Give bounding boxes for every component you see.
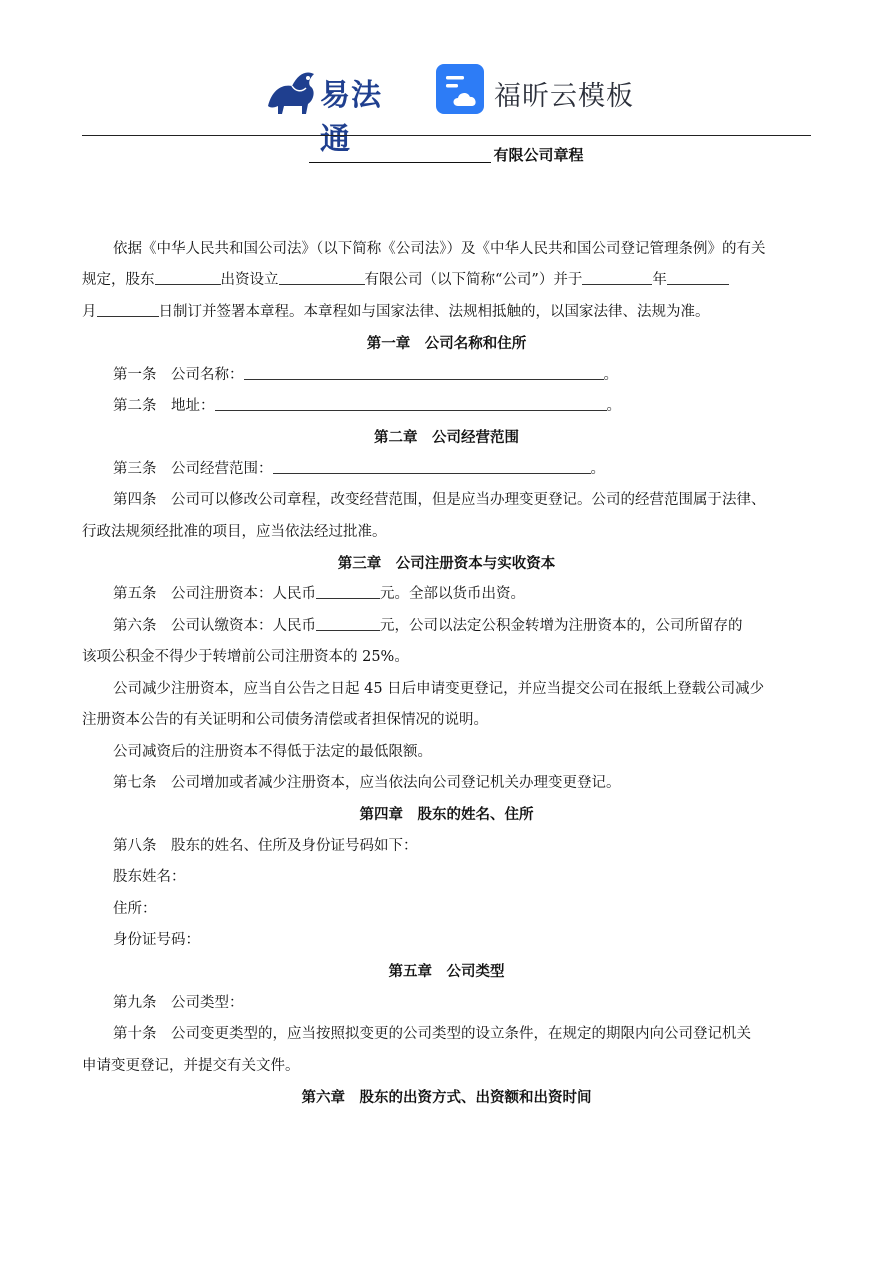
blank[interactable] xyxy=(97,302,159,317)
chapter-1-heading: 第一章 公司名称和住所 xyxy=(366,335,527,353)
header-divider xyxy=(82,135,811,136)
article-6-line-2: 该项公积金不得少于转增前公司注册资本的 25%。 xyxy=(82,649,409,666)
article-1: 第一条 公司名称： 。 xyxy=(113,366,618,383)
chapter-4-heading: 第四章 股东的姓名、住所 xyxy=(359,806,534,824)
fuxin-template-logo xyxy=(436,64,636,120)
chapter-3-heading: 第三章 公司注册资本与实收资本 xyxy=(337,555,556,573)
id-number-field: 身份证号码： xyxy=(113,931,200,948)
chapter-5-heading: 第五章 公司类型 xyxy=(388,963,505,981)
article-10-line-2: 申请变更登记，并提交有关文件。 xyxy=(82,1057,300,1074)
chapter-6-heading: 第六章 股东的出资方式、出资额和出资时间 xyxy=(301,1088,592,1106)
article-10-line-1: 第十条 公司变更类型的，应当按照拟变更的公司类型的设立条件，在规定的期限内向公司登记机关 xyxy=(113,1026,751,1043)
intro-line-1: 依据《中华人民共和国公司法》（以下简称《公司法》）及《中华人民共和国公司登记管理条例》的有关 xyxy=(113,241,766,257)
reduce-capital-line-1: 公司减少注册资本，应当自公告之日起 45 日后申请变更登记，并应当提交公司在报纸上登载公司减少 xyxy=(113,680,765,697)
article-3: 第三条 公司经营范围： 。 xyxy=(113,460,605,477)
blank[interactable] xyxy=(316,584,380,599)
article-5: 第五条 公司注册资本：人民币 元。全部以货币出资。 xyxy=(113,586,525,603)
reduce-capital-line-3: 公司减资后的注册资本不得低于法定的最低限额。 xyxy=(113,743,432,760)
blank[interactable] xyxy=(155,270,221,285)
article-2: 第二条 地址： 。 xyxy=(113,398,621,415)
cloud-doc-icon xyxy=(436,64,486,116)
intro-line-2: 规定，股东 出资设立 有限公司（以下简称“公司”）并于 年 xyxy=(82,265,811,296)
blank[interactable] xyxy=(667,270,729,285)
article-8: 第八条 股东的姓名、住所及身份证号码如下： xyxy=(113,837,418,854)
logo1-text: 易法通 xyxy=(320,78,382,157)
blank[interactable] xyxy=(582,270,652,285)
document-body xyxy=(82,140,811,1113)
logo2-text: 福昕云模板 xyxy=(494,81,634,112)
reduce-capital-line-2: 注册资本公告的有关证明和公司债务清偿或者担保情况的说明。 xyxy=(82,712,488,729)
qilin-icon xyxy=(262,60,322,120)
blank[interactable] xyxy=(244,365,604,380)
article-6-line-1: 第六条 公司认缴资本：人民币 元，公司以法定公积金转增为注册资本的，公司所留存的 xyxy=(113,617,743,634)
article-9: 第九条 公司类型： xyxy=(113,994,244,1011)
blank[interactable] xyxy=(316,616,380,631)
blank[interactable] xyxy=(279,270,365,285)
blank[interactable] xyxy=(215,396,607,411)
blank[interactable] xyxy=(273,459,591,474)
chapter-2-heading: 第二章 公司经营范围 xyxy=(374,429,519,447)
document-title: 有限公司章程 xyxy=(82,140,811,170)
residence-field: 住所： xyxy=(113,900,157,917)
shareholder-name-field: 股东姓名： xyxy=(113,869,186,886)
article-7: 第七条 公司增加或者减少注册资本，应当依法向公司登记机关办理变更登记。 xyxy=(113,774,621,791)
company-name-blank[interactable] xyxy=(309,145,491,163)
yifatong-logo xyxy=(262,60,412,157)
article-4-line-2: 行政法规须经批准的项目，应当依法经过批准。 xyxy=(82,523,387,540)
intro-line-3: 月 日制订并签署本章程。本章程如与国家法律、法规相抵触的，以国家法律、法规为准。 xyxy=(82,303,710,320)
article-4-line-1: 第四条 公司可以修改公司章程，改变经营范围，但是应当办理变更登记。公司的经营范围属于法律、 xyxy=(113,492,766,509)
